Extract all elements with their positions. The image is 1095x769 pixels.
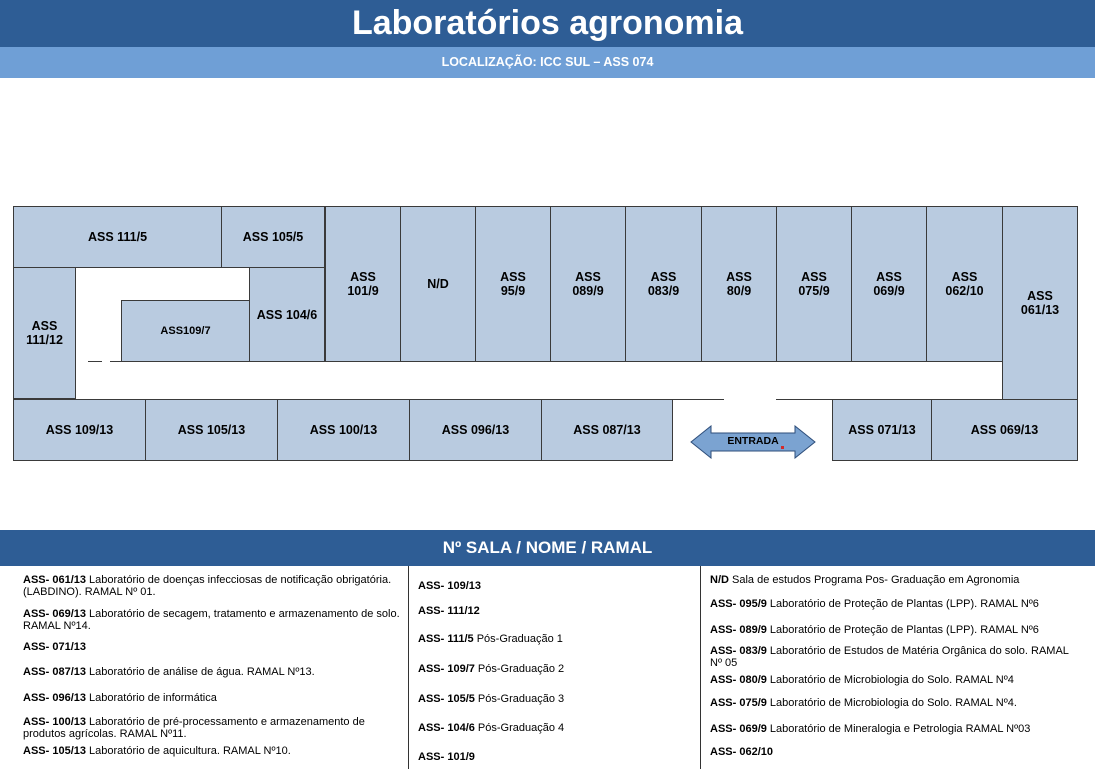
legend-entry: ASS- 080/9 Laboratório de Microbiologia do Solo. RAMAL Nº4 bbox=[710, 674, 1014, 686]
room-ass-083-9[interactable]: ASS 083/9 bbox=[625, 206, 702, 362]
room-ass-111-12[interactable]: ASS 111/12 bbox=[13, 267, 76, 399]
wall-marker bbox=[88, 361, 102, 362]
legend-entry: ASS- 069/9 Laboratório de Mineralogia e Petrologia RAMAL Nº03 bbox=[710, 723, 1031, 735]
room-nd[interactable]: N/D bbox=[400, 206, 476, 362]
location-subtitle: LOCALIZAÇÃO: ICC SUL – ASS 074 bbox=[0, 47, 1095, 78]
room-ass-069-13[interactable]: ASS 069/13 bbox=[931, 399, 1078, 461]
legend-entry: ASS- 061/13 Laboratório de doenças infecciosas de notificação obrigatória. (LABDINO). RAMAL Nº 01. bbox=[23, 574, 392, 598]
legend-entry: ASS- 111/5 Pós-Graduação 1 bbox=[418, 633, 563, 645]
legend-entry: ASS- 089/9 Laboratório de Proteção de Plantas (LPP). RAMAL Nº6 bbox=[710, 624, 1039, 636]
room-ass-062-10[interactable]: ASS 062/10 bbox=[926, 206, 1003, 362]
wall-marker bbox=[110, 361, 122, 362]
legend-entry: ASS- 083/9 Laboratório de Estudos de Matéria Orgânica do solo. RAMAL Nº 05 bbox=[710, 645, 1069, 669]
legend-entry: ASS- 101/9 bbox=[418, 751, 475, 763]
legend-entry: ASS- 100/13 Laboratório de pré-processamento e armazenamento de produtos agrícolas. RAMAL Nº11. bbox=[23, 716, 365, 740]
room-ass-80-9[interactable]: ASS 80/9 bbox=[701, 206, 777, 362]
room-ass-096-13[interactable]: ASS 096/13 bbox=[409, 399, 542, 461]
room-ass-105-13[interactable]: ASS 105/13 bbox=[145, 399, 278, 461]
entrance-wall-left bbox=[672, 399, 724, 400]
room-ass-109-13[interactable]: ASS 109/13 bbox=[13, 399, 146, 461]
legend-entry: ASS- 087/13 Laboratório de análise de água. RAMAL Nº13. bbox=[23, 666, 315, 678]
legend-entry: ASS- 105/13 Laboratório de aquicultura. RAMAL Nº10. bbox=[23, 745, 291, 757]
entrance-arrow[interactable] bbox=[690, 425, 816, 459]
legend-header: Nº SALA / NOME / RAMAL bbox=[0, 530, 1095, 566]
room-ass-087-13[interactable]: ASS 087/13 bbox=[541, 399, 673, 461]
legend-entry: ASS- 075/9 Laboratório de Microbiologia do Solo. RAMAL Nº4. bbox=[710, 697, 1017, 709]
room-ass-105-5[interactable]: ASS 105/5 bbox=[221, 206, 325, 268]
legend-entry: ASS- 109/13 bbox=[418, 580, 481, 592]
room-ass-109-7[interactable]: ASS109/7 bbox=[121, 300, 250, 362]
red-marker bbox=[781, 446, 784, 449]
entrance-wall-right bbox=[776, 399, 833, 400]
legend-entry: N/D Sala de estudos Programa Pos- Graduação em Agronomia bbox=[710, 574, 1020, 586]
legend-entry: ASS- 096/13 Laboratório de informática bbox=[23, 692, 217, 704]
room-ass-075-9[interactable]: ASS 075/9 bbox=[776, 206, 852, 362]
legend-entry: ASS- 111/12 bbox=[418, 605, 480, 617]
legend-entry: ASS- 069/13 Laboratório de secagem, tratamento e armazenamento de solo. RAMAL Nº14. bbox=[23, 608, 400, 632]
room-ass-104-6[interactable]: ASS 104/6 bbox=[249, 267, 325, 362]
room-ass-069-9[interactable]: ASS 069/9 bbox=[851, 206, 927, 362]
room-ass-089-9[interactable]: ASS 089/9 bbox=[550, 206, 626, 362]
legend-entry: ASS- 062/10 bbox=[710, 746, 773, 758]
legend-entry: ASS- 109/7 Pós-Graduação 2 bbox=[418, 663, 565, 675]
room-ass-111-5[interactable]: ASS 111/5 bbox=[13, 206, 222, 268]
room-ass-061-13[interactable]: ASS 061/13 bbox=[1002, 206, 1078, 400]
room-ass-071-13[interactable]: ASS 071/13 bbox=[832, 399, 932, 461]
legend-entry: ASS- 105/5 Pós-Graduação 3 bbox=[418, 693, 565, 705]
room-ass-100-13[interactable]: ASS 100/13 bbox=[277, 399, 410, 461]
legend-entry: ASS- 071/13 bbox=[23, 641, 86, 653]
column-divider bbox=[700, 566, 701, 769]
legend-entry: ASS- 104/6 Pós-Graduação 4 bbox=[418, 722, 565, 734]
room-ass-95-9[interactable]: ASS 95/9 bbox=[475, 206, 551, 362]
legend-entry: ASS- 095/9 Laboratório de Proteção de Plantas (LPP). RAMAL Nº6 bbox=[710, 598, 1039, 610]
entrance-label: ENTRADA bbox=[727, 435, 779, 447]
page-title: Laboratórios agronomia bbox=[0, 0, 1095, 47]
column-divider bbox=[408, 566, 409, 769]
room-ass-101-9[interactable]: ASS 101/9 bbox=[325, 206, 401, 362]
